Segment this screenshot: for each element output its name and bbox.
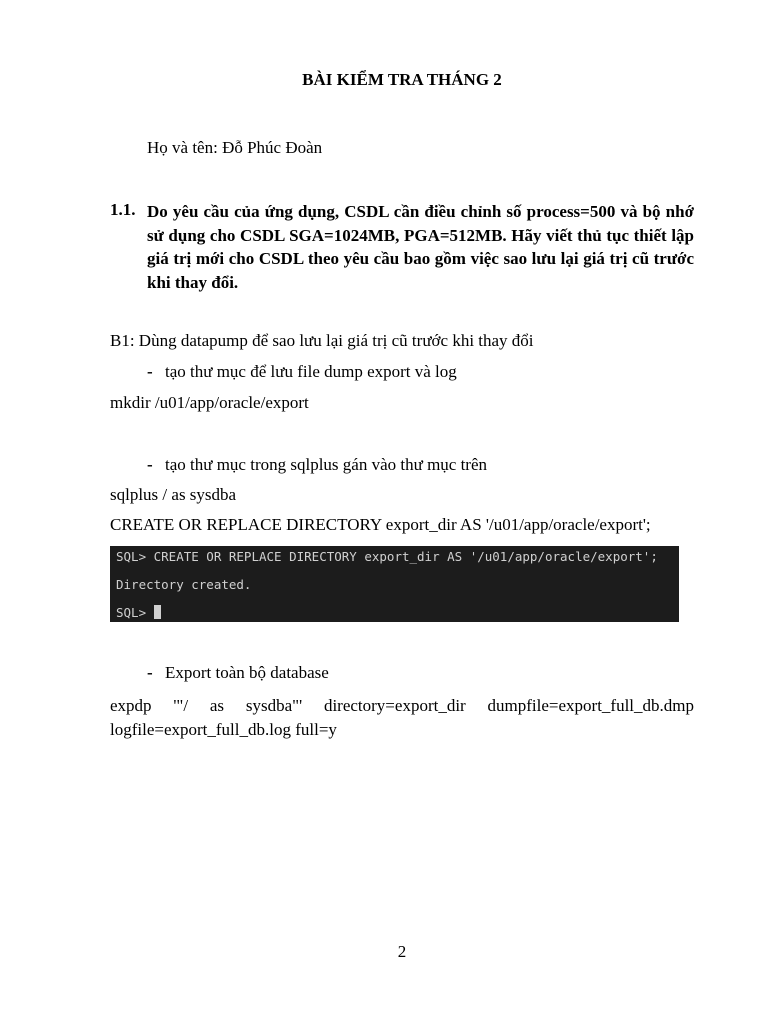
- terminal-prompt-text: SQL>: [116, 605, 154, 620]
- terminal-line: Directory created.: [116, 577, 252, 592]
- bullet-dash: -: [147, 455, 153, 474]
- terminal-line: SQL> CREATE OR REPLACE DIRECTORY export_dir AS '/u01/app/oracle/export';: [116, 549, 658, 564]
- sqlplus-command: sqlplus / as sysdba: [110, 485, 237, 504]
- bullet-item: [147, 362, 457, 382]
- student-name-line: Họ và tên: Đỗ Phúc Đoàn: [147, 138, 323, 157]
- bullet-text: Export toàn bộ database: [165, 663, 329, 682]
- cursor-icon: [154, 605, 161, 619]
- terminal-prompt: [116, 605, 161, 620]
- bullet-text: tạo thư mục trong sqlplus gán vào thư mục trên: [165, 455, 488, 474]
- question-number: 1.1.: [110, 200, 136, 219]
- bullet-text: tạo thư mục để lưu file dump export và log: [165, 362, 457, 381]
- bullet-item: [147, 663, 329, 683]
- question-text: Do yêu cầu của ứng dụng, CSDL cần điều chỉnh số process=500 và bộ nhớ sử dụng cho CSDL SGA=1024MB, PGA=512MB. Hãy viết thủ tục thiết lập giá trị mới cho CSDL theo yêu cầu bao gồm việc sao lưu lại giá trị cũ trước khi thay đổi.: [147, 202, 694, 292]
- page-number: 2: [397, 942, 407, 961]
- bullet-dash: -: [147, 663, 153, 682]
- mkdir-command: mkdir /u01/app/oracle/export: [110, 393, 309, 412]
- step-1-heading: B1: Dùng datapump để sao lưu lại giá trị cũ trước khi thay đổi: [110, 331, 534, 350]
- expdp-command: expdp '"/ as sysdba"' directory=export_dir dumpfile=export_full_db.dmp logfile=export_full_db.log full=y: [110, 696, 694, 739]
- terminal-screenshot: [110, 546, 679, 622]
- create-directory-command: CREATE OR REPLACE DIRECTORY export_dir AS '/u01/app/oracle/export';: [110, 515, 651, 534]
- question-block: [110, 200, 694, 294]
- bullet-item: [147, 455, 487, 475]
- page-title: BÀI KIỂM TRA THÁNG 2: [302, 70, 502, 89]
- bullet-dash: -: [147, 362, 153, 381]
